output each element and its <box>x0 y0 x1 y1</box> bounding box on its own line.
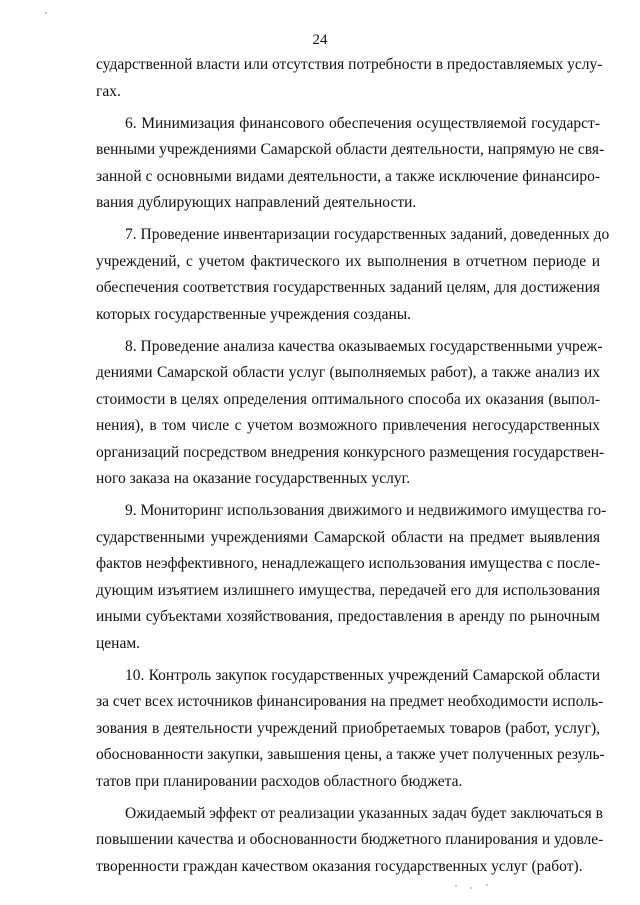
text-line: 10. Контроль закупок государственных учреждений Самарской области <box>125 666 600 684</box>
text-line: творенности граждан качеством оказания государственных услуг (работ). <box>96 857 583 875</box>
text-line: татов при планировании расходов областного бюджета. <box>96 772 463 790</box>
text-line: дующим изъятием излишнего имущества, передачей его для использования <box>96 581 600 599</box>
paragraph <box>96 801 604 881</box>
text-line: гах. <box>96 82 121 100</box>
text-line: 9. Мониторинг использования движимого и недвижимого имущества го- <box>125 502 607 519</box>
text-line: занной с основными видами деятельности, а также исключение финансиро- <box>96 167 600 185</box>
text-line: иными субъектами хозяйствования, предоставления в аренду по рыночным <box>96 608 600 625</box>
text-line: зования в деятельности учреждений приобретаемых товаров (работ, услуг), <box>96 719 600 737</box>
paragraph <box>96 111 605 217</box>
text-line: обоснованности закупки, завышения цены, а также учет полученных резуль- <box>96 746 605 763</box>
paragraph <box>96 52 603 105</box>
text-line: сударственной власти или отсутствия потребности в предоставляемых услу- <box>96 56 603 73</box>
text-line: 6. Минимизация финансового обеспечения осуществляемой государст- <box>125 114 600 132</box>
scan-speck <box>455 885 457 887</box>
text-line: 7. Проведение инвентаризации государственных заданий, доведенных до <box>125 226 610 243</box>
paragraph <box>96 334 605 493</box>
text-line: фактов неэффективного, ненадлежащего использования имущества с после- <box>96 555 601 572</box>
paragraph <box>96 663 605 796</box>
text-line: организаций посредством внедрения конкурсного размещения государствен- <box>96 443 605 461</box>
text-line: нения), в том числе с учетом возможного привлечения негосударственных <box>96 417 600 434</box>
text-line: обеспечения соответствия государственных заданий целям, для достижения <box>96 279 600 296</box>
scan-speck <box>470 887 472 889</box>
text-line: Ожидаемый эффект от реализации указанных задач будет заключаться в <box>125 804 603 822</box>
text-line: повышении качества и обоснованности бюджетного планирования и удовле- <box>96 831 604 848</box>
text-line: дениями Самарской области услуг (выполняемых работ), а также анализ их <box>96 364 600 381</box>
page-number: 24 <box>312 32 328 48</box>
scan-speck <box>486 884 488 886</box>
scan-speck <box>45 12 47 14</box>
text-line: сударственными учреждениями Самарской области на предмет выявления <box>96 528 600 546</box>
text-line: за счет всех источников финансирования на предмет необходимости исполь- <box>96 693 604 710</box>
text-line: ценам. <box>96 634 141 652</box>
text-line: венными учреждениями Самарской области деятельности, напрямую не свя- <box>96 141 605 158</box>
text-line: 8. Проведение анализа качества оказываемых государственными учреж- <box>125 337 603 355</box>
paragraph <box>96 222 610 328</box>
text-line: которых государственные учреждения созданы. <box>96 305 412 323</box>
text-line: вания дублирующих направлений деятельности. <box>96 194 417 211</box>
text-line: стоимости в целях определения оптимального способа их оказания (выпол- <box>96 390 600 408</box>
paragraph <box>96 498 607 657</box>
text-line: учреждений, с учетом фактического их выполнения в отчетном периоде и <box>96 252 600 270</box>
document-body <box>96 52 610 880</box>
text-line: ного заказа на оказание государственных услуг. <box>96 470 411 487</box>
